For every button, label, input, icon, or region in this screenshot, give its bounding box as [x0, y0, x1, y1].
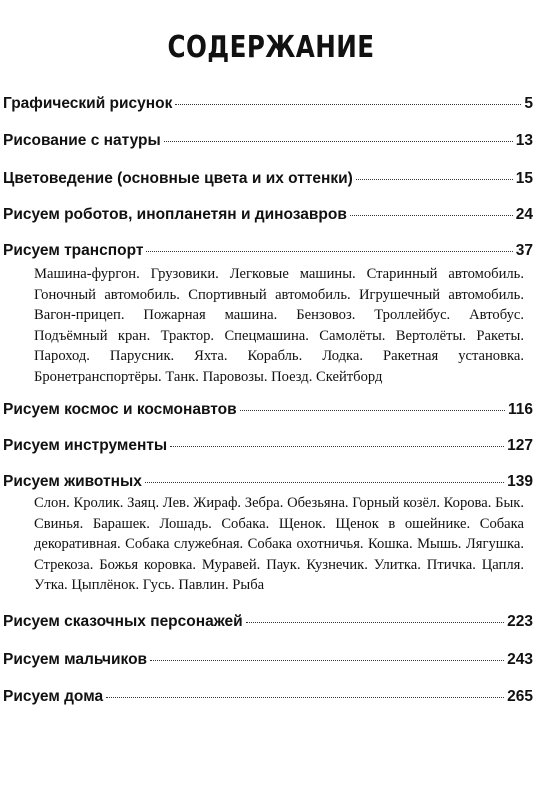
toc-entry-page: 265	[507, 688, 533, 705]
toc-entry	[3, 242, 533, 260]
toc-entry-page: 15	[515, 170, 533, 187]
toc-entry	[3, 688, 533, 706]
toc-entry-label: Графический рисунок	[3, 95, 173, 112]
toc-entry-label: Рисуем транспорт	[3, 242, 144, 259]
dot-leader	[146, 251, 512, 252]
toc-entry-label: Рисуем инструменты	[3, 437, 168, 454]
toc-entry	[3, 206, 533, 224]
toc-entry	[3, 401, 533, 419]
dot-leader	[170, 446, 504, 447]
toc-entry-page: 37	[515, 242, 533, 259]
toc-entry-page: 243	[507, 651, 533, 668]
toc-entry-page: 139	[507, 473, 533, 490]
dot-leader	[150, 660, 504, 661]
toc-entry-page: 5	[524, 95, 533, 112]
toc-entry-label: Рисование с натуры	[3, 132, 161, 149]
dot-leader	[106, 697, 504, 698]
toc-entry-label: Цветоведение (основные цвета и их оттенки)	[3, 170, 353, 187]
dot-leader	[164, 141, 513, 142]
toc-entry-label: Рисуем животных	[3, 473, 142, 490]
toc-entry	[3, 132, 533, 150]
toc-entry-page: 116	[507, 401, 533, 418]
toc-entry-label: Рисуем сказочных персонажей	[3, 613, 243, 630]
dot-leader	[240, 410, 505, 411]
toc-entry-label: Рисуем дома	[3, 688, 104, 705]
dot-leader	[145, 482, 504, 483]
toc-entry-label: Рисуем космос и космонавтов	[3, 401, 237, 418]
toc-entry	[3, 613, 533, 631]
toc-entry	[3, 95, 533, 113]
dot-leader	[175, 104, 521, 105]
toc-entry	[3, 651, 533, 669]
dot-leader	[350, 215, 513, 216]
toc-entry-page: 24	[515, 206, 533, 223]
toc-entry	[3, 437, 533, 455]
toc-entry-description: Слон. Кролик. Заяц. Лев. Жираф. Зебра. Обезьяна. Горный козёл. Корова. Бык. Свинья. Барашек. Лошадь. Собака. Щенок. Щенок в ошейнике. Собака декоративная. Собака служебная. Собака охотничья. Кошка. Мышь. Лягушка. Стрекоза. Божья коровка. Муравей. Паук. Кузнечик. Улитка. Птичка. Цапля. Утка. Цыплёнок. Гусь. Павлин. Рыба	[34, 495, 524, 593]
toc-entry-description: Машина-фургон. Грузовики. Легковые машины. Старинный автомобиль. Гоночный автомобиль. Спортивный автомобиль. Игрушечный автомобиль. Вагон-прицеп. Пожарная машина. Бензовоз. Троллейбус. Автобус. Подъёмный кран. Трактор. Спецмашина. Самолёты. Вертолёты. Ракеты. Пароход. Парусник. Яхта. Корабль. Лодка. Ракетная установка. Бронетранспортёры. Танк. Паровозы. Поезд. Скейтборд	[34, 266, 524, 385]
toc-entry	[3, 170, 533, 188]
page-title: СОДЕРЖАНИЕ	[167, 30, 375, 65]
toc-entry-label: Рисуем роботов, инопланетян и динозавров	[3, 206, 347, 223]
dot-leader	[356, 179, 513, 180]
dot-leader	[246, 622, 504, 623]
toc-entry	[3, 473, 533, 491]
toc-entry-page: 13	[515, 132, 533, 149]
toc-entry-label: Рисуем мальчиков	[3, 651, 148, 668]
toc-entry-page: 127	[507, 437, 533, 454]
toc-entry-page: 223	[507, 613, 533, 630]
